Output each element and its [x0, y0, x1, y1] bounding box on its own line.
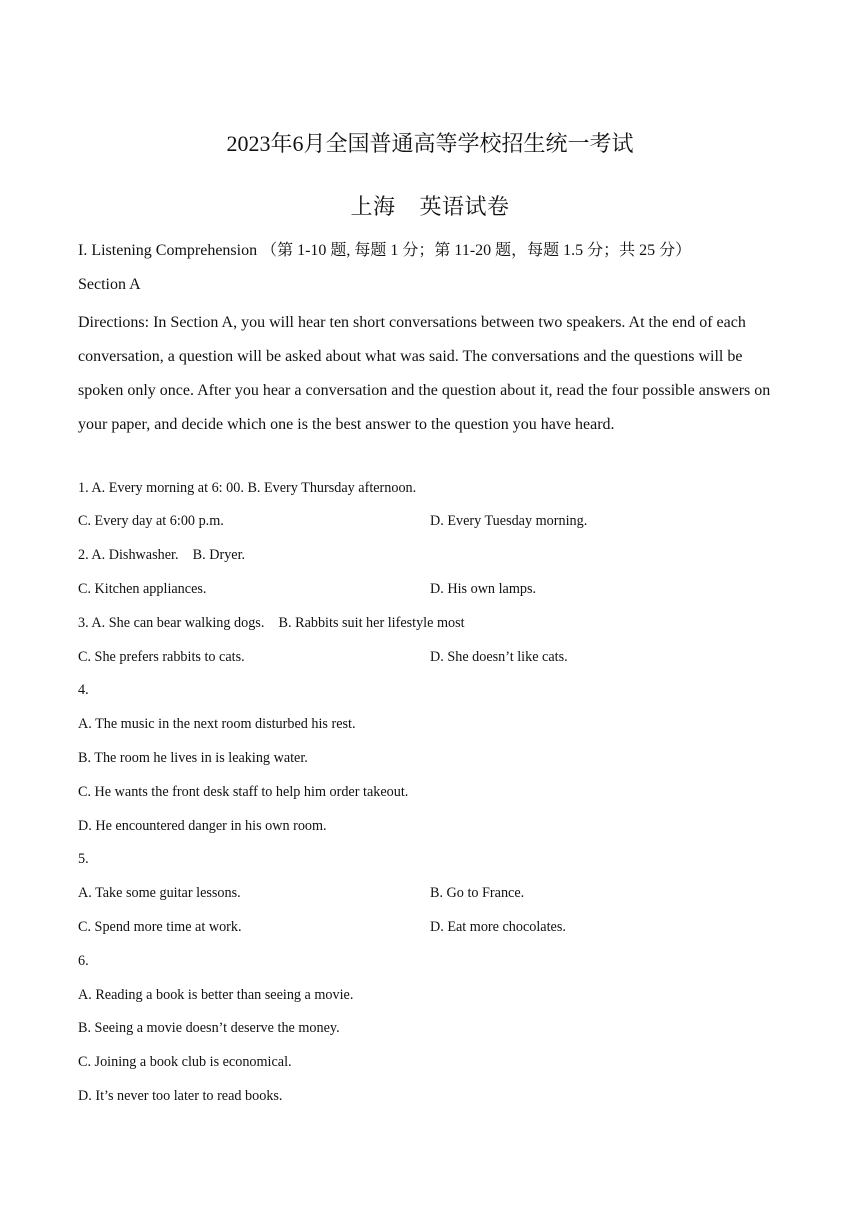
- listening-heading: I. Listening Comprehension （第 1-10 题, 每题 1 分；第 11-20 题，每题 1.5 分；共 25 分）: [78, 242, 692, 259]
- q5-option-a: A. Take some guitar lessons.: [78, 885, 241, 901]
- q5-option-c: C. Spend more time at work.: [78, 919, 242, 935]
- q4-number: 4.: [78, 682, 89, 698]
- q4-option-d: D. He encountered danger in his own room.: [78, 818, 327, 834]
- q6-option-c: C. Joining a book club is economical.: [78, 1054, 292, 1070]
- q6-number: 6.: [78, 953, 89, 969]
- q4-option-b: B. The room he lives in is leaking water.: [78, 750, 308, 766]
- exam-subtitle: 上海 英语试卷: [350, 194, 510, 219]
- q6-option-a: A. Reading a book is better than seeing a movie.: [78, 987, 354, 1003]
- q2-option-c: C. Kitchen appliances.: [78, 581, 207, 597]
- q3-option-c: C. She prefers rabbits to cats.: [78, 649, 245, 665]
- exam-title: 2023年6月全国普通高等学校招生统一考试: [226, 131, 634, 156]
- q4-option-a: A. The music in the next room disturbed his rest.: [78, 716, 356, 732]
- q5-number: 5.: [78, 851, 89, 867]
- q1-option-c: C. Every day at 6:00 p.m.: [78, 513, 224, 529]
- q3-option-d: D. She doesn’t like cats.: [430, 649, 568, 665]
- q1-option-d: D. Every Tuesday morning.: [430, 513, 588, 529]
- q6-option-b: B. Seeing a movie doesn’t deserve the money.: [78, 1020, 340, 1036]
- directions-paragraph: Directions: In Section A, you will hear ten short conversations between two speakers. At the end of each conversation, a question will be asked about what was said. The conversations and the questions will be spoken only once. After you hear a conversation and the question about it, read the four possible answers on your paper, and decide which one is the best answer to the question you have heard.: [78, 314, 771, 433]
- q4-option-c: C. He wants the front desk staff to help him order takeout.: [78, 784, 409, 800]
- q6-option-d: D. It’s never too later to read books.: [78, 1088, 283, 1104]
- q5-option-d: D. Eat more chocolates.: [430, 919, 566, 935]
- q1-options-ab: 1. A. Every morning at 6: 00. B. Every Thursday afternoon.: [78, 480, 417, 496]
- q3-options-ab: 3. A. She can bear walking dogs. B. Rabbits suit her lifestyle most: [78, 615, 465, 631]
- section-a-label: Section A: [78, 276, 141, 293]
- q2-option-d: D. His own lamps.: [430, 581, 537, 597]
- q2-options-ab: 2. A. Dishwasher. B. Dryer.: [78, 547, 246, 563]
- q5-option-b: B. Go to France.: [430, 885, 525, 901]
